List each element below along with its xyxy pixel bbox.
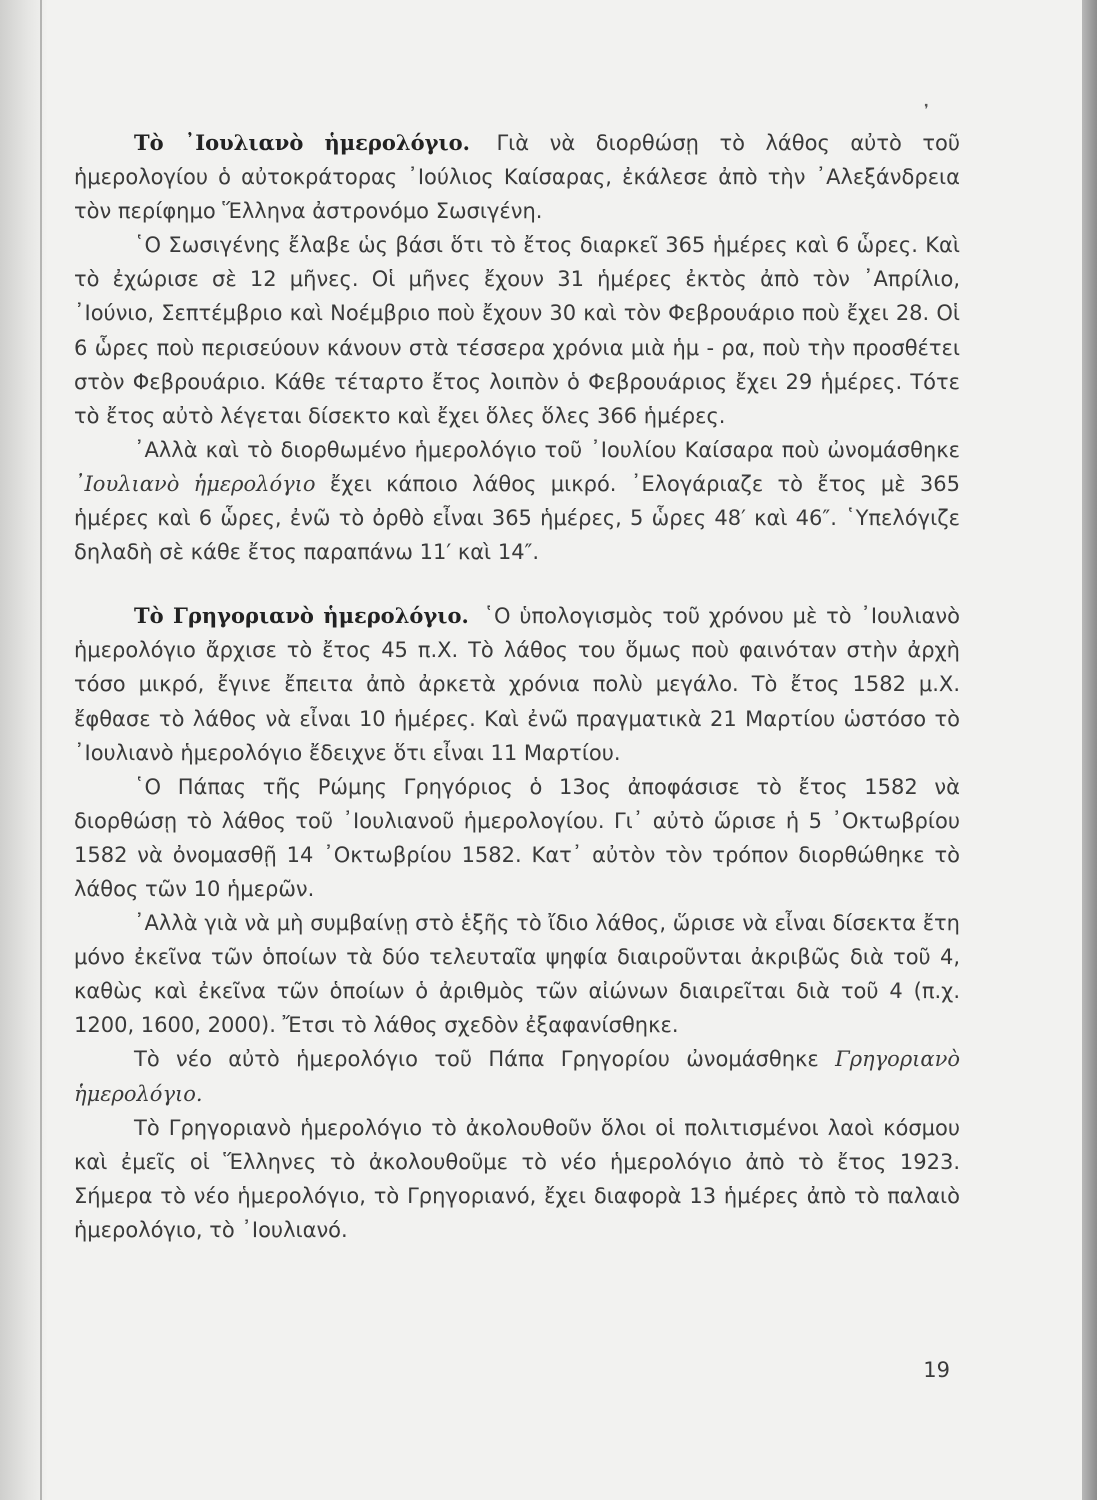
gregorian-p4-before: Τὸ νέο αὐτὸ ἡμερολόγιο τοῦ Πάπα Γρηγορίου ὠνομάσθηκε bbox=[134, 1047, 819, 1072]
julian-paragraph-3 bbox=[74, 433, 960, 569]
julian-p3-after: ἔχει κάποιο λάθος μικρό. ᾿Ελογάριαζε τὸ ἔτος μὲ 365 ἡμέρες καὶ 6 ὧρες, ἐνῶ τὸ ὀρθὸ εἶναι 365 ἡμέρες, 5 ὧρες 48′ καὶ 46″. ῾Υπελόγιζε δηλαδὴ σὲ κάθε ἔτος παραπάνω 11′ καὶ 14″. bbox=[74, 471, 960, 565]
julian-heading: Τὸ ᾿Ιουλιανὸ ἡμερολόγιο. bbox=[134, 130, 470, 155]
gregorian-p1-text: ῾Ο ὑπολογισμὸς τοῦ χρόνου μὲ τὸ ᾿Ιουλιανὸ ἡμερολόγιο ἄρχισε τὸ ἔτος 45 π.Χ. Τὸ λάθος του ὅμως ποὺ φαινόταν στὴν ἀρχὴ τόσο μικρό, ἔγινε ἔπειτα ἀπὸ ἀρκετὰ χρόνια πολὺ μεγάλο. Τὸ ἔτος 1582 μ.Χ. ἔφθασε τὸ λάθος νὰ εἶναι 10 ἡμέρες. Καὶ ἐνῶ πραγματικὰ 21 Μαρτίου ὡστόσο τὸ ᾿Ιουλιανὸ ἡμερολόγιο ἔδειχνε ὅτι εἶναι 11 Μαρτίου. bbox=[74, 604, 960, 765]
julian-calendar-term: ᾿Ιουλιανὸ ἡμερολόγιο bbox=[74, 471, 316, 496]
scan-mark-icon: ❜ bbox=[924, 102, 929, 118]
page-right-edge bbox=[1082, 0, 1097, 1500]
gregorian-calendar-term: Γρηγοριανὸ ἡμερολόγιο. bbox=[74, 1047, 960, 1106]
julian-paragraph-1 bbox=[74, 126, 960, 228]
binding-fold-line bbox=[40, 0, 42, 1500]
julian-p1-text: Γιὰ νὰ διορθώσῃ τὸ λάθος αὐτὸ τοῦ ἡμερολογίου ὁ αὐτοκράτορας ᾿Ιούλιος Καίσαρας, ἐκάλεσε ἀπὸ τὴν ᾿Αλεξάνδρεια τὸν περίφημο Ἕλληνα ἀστρονόμο Σωσιγένη. bbox=[74, 131, 960, 224]
gregorian-paragraph-1 bbox=[74, 599, 960, 769]
gregorian-paragraph-2: ῾Ο Πάπας τῆς Ρώμης Γρηγόριος ὁ 13ος ἀποφάσισε τὸ ἔτος 1582 νὰ διορθώσῃ τὸ λάθος τοῦ ᾿Ιουλιανοῦ ἡμερολογίου. Γι᾿ αὐτὸ ὥρισε ἡ 5 ᾿Οκτωβρίου 1582 νὰ ὀνομασθῇ 14 ᾿Οκτωβρίου 1582. Κατ᾿ αὐτὸν τὸν τρόπον διορθώθηκε τὸ λάθος τῶν 10 ἡμερῶν. bbox=[74, 774, 960, 901]
gregorian-paragraph-4 bbox=[74, 1042, 960, 1110]
main-text bbox=[74, 126, 960, 1247]
gregorian-paragraph-5: Τὸ Γρηγοριανὸ ἡμερολόγιο τὸ ἀκολουθοῦν ὅλοι οἱ πολιτισμένοι λαοὶ κόσμου καὶ ἐμεῖς οἱ Ἕλληνες τὸ ἀκολουθοῦμε τὸ νέο ἡμερολόγιο ἀπὸ τὸ ἔτος 1923. Σήμερα τὸ νέο ἡμερολόγιο, τὸ Γρηγοριανό, ἔχει διαφορὰ 13 ἡμέρες ἀπὸ τὸ παλαιὸ ἡμερολόγιο, τὸ ᾿Ιουλιανό. bbox=[74, 1115, 960, 1242]
gregorian-paragraph-3: ᾿Αλλὰ γιὰ νὰ μὴ συμβαίνῃ στὸ ἑξῆς τὸ ἴδιο λάθος, ὥρισε νὰ εἶναι δίσεκτα ἔτη μόνο ἐκεῖνα τῶν ὁποίων τὰ δύο τελευταῖα ψηφία διαιροῦνται ἀκριβῶς διὰ τοῦ 4, καθὼς καὶ ἐκεῖνα τῶν ὁποίων ὁ ἀριθμὸς τῶν αἰώνων διαιρεῖται διὰ τοῦ 4 (π.χ. 1200, 1600, 2000). Ἔτσι τὸ λάθος σχεδὸν ἐξαφανίσθηκε. bbox=[74, 911, 960, 1038]
julian-p3-before: ᾿Αλλὰ καὶ τὸ διορθωμένο ἡμερολόγιο τοῦ ᾿Ιουλίου Καίσαρα ποὺ ὠνομάσθηκε bbox=[134, 437, 960, 462]
gregorian-heading: Τὸ Γρηγοριανὸ ἡμερολόγιο. bbox=[134, 603, 469, 629]
section-gap bbox=[74, 569, 960, 599]
julian-paragraph-2: ῾Ο Σωσιγένης ἔλαβε ὡς βάσι ὅτι τὸ ἔτος διαρκεῖ 365 ἡμέρες καὶ 6 ὧρες. Καὶ τὸ ἐχώρισε σὲ 12 μῆνες. Οἱ μῆνες ἔχουν 31 ἡμέρες ἐκτὸς ἀπὸ τὸν ᾿Απρίλιο, ᾿Ιούνιο, Σεπτέμβριο καὶ Νοέμβριο ποὺ ἔχουν 30 καὶ τὸν Φεβρουάριο ποὺ ἔχει 28. Οἱ 6 ὧρες ποὺ περισεύουν κάνουν στὰ τέσσερα χρόνια μιὰ ἡμ - ρα, ποὺ τὴν προσθέτει στὸν Φεβρουάριο. Κάθε τέταρτο ἔτος λοιπὸν ὁ Φεβρουάριος ἔχει 29 ἡμέρες. Τότε τὸ ἔτος αὐτὸ λέγεται δίσεκτο καὶ ἔχει ὅλες ὅλες 366 ἡμέρες. bbox=[74, 233, 960, 428]
page-number: 19 bbox=[923, 1358, 950, 1382]
